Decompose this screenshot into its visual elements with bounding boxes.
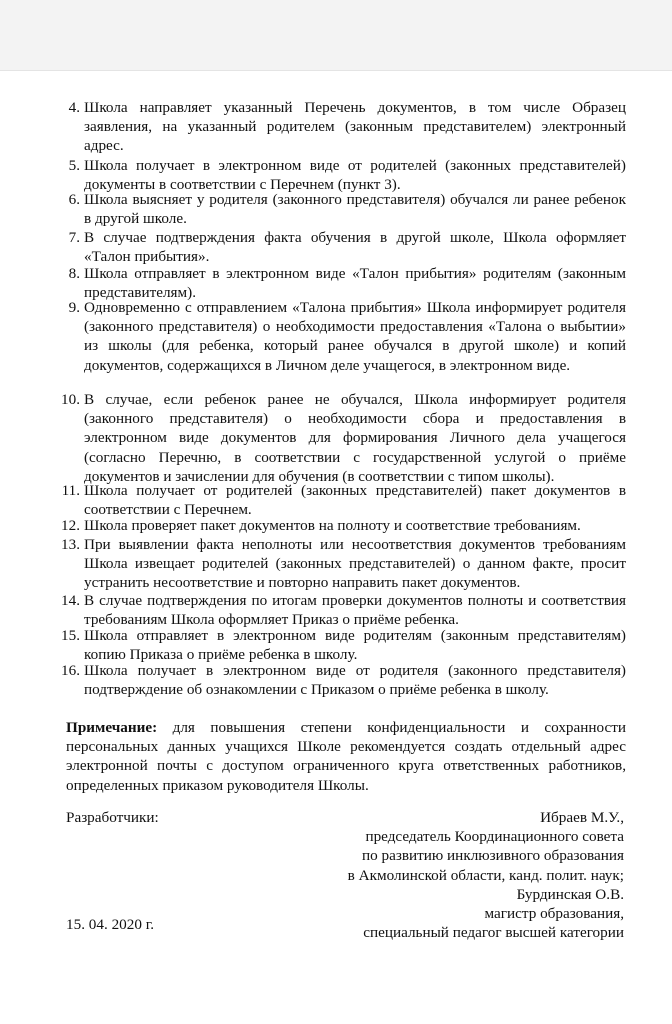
list-item: [54, 516, 626, 535]
item-number: 12.: [61, 517, 80, 534]
item-text: Одновременно с отправлением «Талона прибытия» Школа информирует родителя (законного представителя) о необходимости предоставления «Талона о выбытии» из школы (для ребенка, который ранее обучался в другой школе) и копий документов, содержащихся в Личном деле учащегося, в электронном виде.: [84, 299, 626, 374]
item-number: 4.: [68, 99, 80, 116]
item-number: 11.: [61, 482, 80, 499]
document-date: 15. 04. 2020 г.: [66, 916, 155, 933]
developers-signature-block: [294, 808, 624, 942]
item-number: 6.: [68, 191, 80, 208]
item-number: 15.: [61, 627, 80, 644]
list-item: [54, 190, 626, 228]
item-text: В случае подтверждения по итогам проверки документов полноты и соответствия требованиям Школа оформляет Приказ о приёме ребенка.: [84, 592, 626, 629]
list-item: [54, 626, 626, 664]
item-text: Школа выясняет у родителя (законного представителя) обучался ли ранее ребенок в другой школе.: [84, 191, 626, 228]
signature-line: по развитию инклюзивного образования: [362, 847, 624, 865]
item-text: В случае подтверждения факта обучения в другой школе, Школа оформляет «Талон прибытия».: [84, 229, 626, 266]
list-item: [54, 390, 626, 486]
signature-line: Ибраев М.У.,: [540, 809, 624, 826]
item-text: При выявлении факта неполноты или несоответствия документов требованиям Школа извещает родителей (законных представителей) о данном факте, просит устранить несоответствие и повторно направить пакет документов.: [84, 536, 626, 592]
list-item: [54, 591, 626, 629]
item-number: 14.: [61, 592, 80, 609]
item-text: Школа получает в электронном виде от родителя (законного представителя) подтверждение об ознакомлении с Приказом о приёме ребенка в школу.: [84, 662, 626, 699]
list-item: [54, 481, 626, 519]
note-label: Примечание:: [66, 719, 158, 736]
item-text: Школа направляет указанный Перечень документов, в том числе Образец заявления, на указанный родителем (законным представителем) электронный адрес.: [84, 99, 626, 155]
list-item: [54, 661, 626, 699]
item-text: Школа получает от родителей (законных представителей) пакет документов в соответствии с Перечнем.: [84, 482, 626, 519]
developers-label: Разработчики:: [66, 809, 159, 826]
list-item: [54, 98, 626, 156]
item-text: В случае, если ребенок ранее не обучался, Школа информирует родителя (законного представителя) о необходимости сбора и предоставления в электронном виде документов для формирования Личного дела учащегося (согласно Перечню, в соответствии с государственной услугой о приёме документов и зачислении для обучения (в соответствии с типом школы).: [84, 391, 626, 485]
signature-line: председатель Координационного совета: [365, 828, 624, 846]
signature-line: Бурдинская О.В.: [516, 885, 624, 903]
item-number: 13.: [61, 536, 80, 553]
list-item: [54, 264, 626, 302]
item-number: 10.: [61, 391, 80, 408]
item-number: 7.: [68, 229, 80, 246]
signature-line: специальный педагог высшей категории: [363, 924, 624, 942]
item-text: Школа отправляет в электронном виде родителям (законным представителям) копию Приказа о приёме ребенка в школу.: [84, 627, 626, 664]
list-item: [54, 156, 626, 194]
note-text: для повышения степени конфиденциальности и сохранности персональных данных учащихся Школе рекомендуется создать отдельный адрес электронной почты с доступом ограниченного круга ответственных работников, определенных приказом руководителя Школы.: [66, 719, 626, 794]
signature-line: магистр образования,: [484, 905, 624, 923]
list-item: [54, 298, 626, 375]
item-text: Школа отправляет в электронном виде «Талон прибытия» родителям (законным представителям).: [84, 265, 626, 302]
item-number: 5.: [68, 157, 80, 174]
signature-line: в Акмолинской области, канд. полит. наук;: [347, 866, 624, 884]
item-number: 8.: [68, 265, 80, 282]
item-number: 9.: [68, 299, 80, 316]
item-text: Школа проверяет пакет документов на полноту и соответствие требованиям.: [84, 517, 581, 534]
item-text: Школа получает в электронном виде от родителей (законных представителей) документы в соответствии с Перечнем (пункт 3).: [84, 157, 626, 194]
list-item: [54, 535, 626, 593]
note-paragraph: [66, 718, 626, 795]
item-number: 16.: [61, 662, 80, 679]
list-item: [54, 228, 626, 266]
